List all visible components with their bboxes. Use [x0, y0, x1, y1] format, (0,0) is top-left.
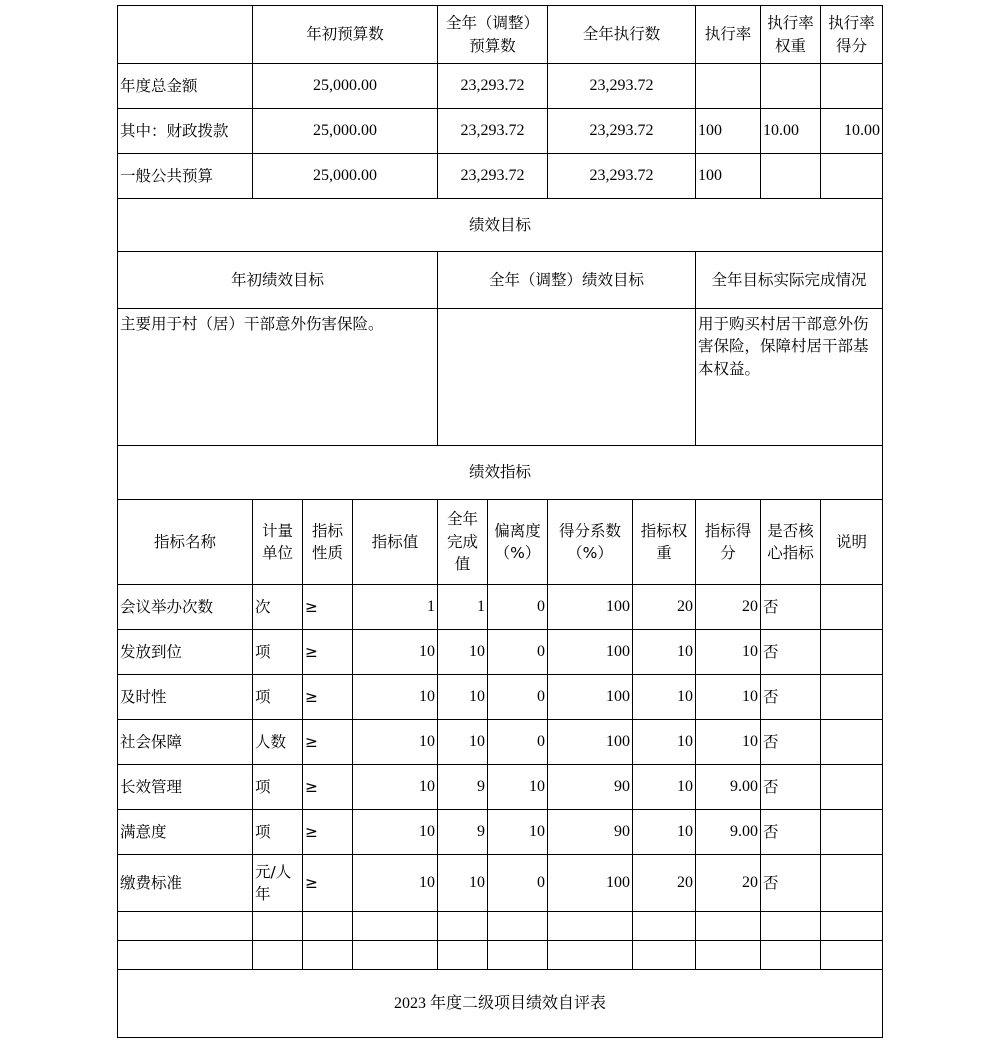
indicator-coefficient: 90 [548, 810, 633, 855]
indicator-coefficient: 100 [548, 720, 633, 765]
goals-section-row [118, 199, 883, 252]
indicator-actual: 10 [438, 630, 488, 675]
indicator-name: 会议举办次数 [118, 585, 253, 630]
budget-row [118, 109, 883, 154]
indicator-actual: 9 [438, 810, 488, 855]
adjusted-goal-text [438, 309, 696, 446]
budget-row [118, 64, 883, 109]
indicator-header-nature: 指标性质 [303, 500, 353, 585]
evaluation-table [117, 5, 883, 1038]
empty-cell [548, 941, 633, 970]
indicator-core: 否 [761, 810, 821, 855]
indicator-coefficient: 100 [548, 675, 633, 720]
budget-rate-value: 100 [696, 154, 761, 199]
budget-weight-value [761, 64, 821, 109]
indicator-core: 否 [761, 765, 821, 810]
budget-rate-value: 100 [696, 109, 761, 154]
indicator-note [821, 855, 883, 912]
indicator-row [118, 765, 883, 810]
indicator-actual: 1 [438, 585, 488, 630]
indicator-row [118, 810, 883, 855]
goals-header-actual: 全年目标实际完成情况 [696, 252, 883, 309]
indicator-header-actual: 全年完成值 [438, 500, 488, 585]
indicator-deviation: 0 [488, 855, 548, 912]
empty-cell [253, 941, 303, 970]
budget-header-initial: 年初预算数 [253, 6, 438, 64]
indicator-target: 1 [353, 585, 438, 630]
indicator-score: 9.00 [696, 765, 761, 810]
indicator-weight: 20 [633, 855, 696, 912]
budget-score-value: 10.00 [821, 109, 883, 154]
indicator-header-coefficient: 得分系数（%） [548, 500, 633, 585]
indicator-score: 10 [696, 630, 761, 675]
indicator-row [118, 720, 883, 765]
indicator-weight: 10 [633, 675, 696, 720]
budget-adjusted-value: 23,293.72 [438, 109, 548, 154]
empty-cell [488, 941, 548, 970]
indicators-section-title: 绩效指标 [118, 446, 883, 500]
indicator-note [821, 765, 883, 810]
indicator-target: 10 [353, 630, 438, 675]
indicator-target: 10 [353, 675, 438, 720]
indicator-actual: 9 [438, 765, 488, 810]
budget-row-label: 其中：财政拨款 [118, 109, 253, 154]
empty-cell [821, 912, 883, 941]
indicator-header-core: 是否核心指标 [761, 500, 821, 585]
indicator-unit: 项 [253, 630, 303, 675]
goals-header-row [118, 252, 883, 309]
indicator-unit: 项 [253, 765, 303, 810]
indicator-nature: ≥ [303, 675, 353, 720]
budget-score-value [821, 154, 883, 199]
goals-header-adjusted: 全年（调整）绩效目标 [438, 252, 696, 309]
indicator-score: 20 [696, 585, 761, 630]
indicator-unit: 项 [253, 675, 303, 720]
indicator-actual: 10 [438, 720, 488, 765]
budget-header-weight: 执行率权重 [761, 6, 821, 64]
indicator-name: 社会保障 [118, 720, 253, 765]
empty-cell [548, 912, 633, 941]
indicator-target: 10 [353, 810, 438, 855]
indicator-unit: 次 [253, 585, 303, 630]
table-caption: 2023 年度二级项目绩效自评表 [118, 970, 883, 1038]
indicator-score: 20 [696, 855, 761, 912]
budget-row [118, 154, 883, 199]
indicator-nature: ≥ [303, 720, 353, 765]
budget-weight-value [761, 154, 821, 199]
empty-cell [353, 941, 438, 970]
indicator-row [118, 855, 883, 912]
empty-row [118, 912, 883, 941]
indicator-core: 否 [761, 585, 821, 630]
indicator-deviation: 0 [488, 675, 548, 720]
empty-cell [303, 941, 353, 970]
indicator-actual: 10 [438, 675, 488, 720]
budget-header-rate: 执行率 [696, 6, 761, 64]
budget-header-adjusted: 全年（调整）预算数 [438, 6, 548, 64]
indicator-deviation: 0 [488, 720, 548, 765]
indicator-weight: 10 [633, 765, 696, 810]
indicator-nature: ≥ [303, 810, 353, 855]
indicator-header-unit: 计量单位 [253, 500, 303, 585]
indicator-note [821, 720, 883, 765]
indicator-nature: ≥ [303, 765, 353, 810]
empty-cell [438, 941, 488, 970]
budget-corner-cell [118, 6, 253, 64]
indicator-name: 满意度 [118, 810, 253, 855]
indicator-name: 长效管理 [118, 765, 253, 810]
indicator-unit: 人数 [253, 720, 303, 765]
empty-cell [696, 941, 761, 970]
indicator-row [118, 630, 883, 675]
budget-row-label: 一般公共预算 [118, 154, 253, 199]
budget-weight-value: 10.00 [761, 109, 821, 154]
indicator-deviation: 10 [488, 810, 548, 855]
initial-goal-text: 主要用于村（居）干部意外伤害保险。 [118, 309, 438, 446]
budget-initial-value: 25,000.00 [253, 109, 438, 154]
indicator-weight: 10 [633, 810, 696, 855]
empty-cell [353, 912, 438, 941]
empty-cell [118, 912, 253, 941]
budget-score-value [821, 64, 883, 109]
budget-adjusted-value: 23,293.72 [438, 64, 548, 109]
indicators-header-row [118, 500, 883, 585]
budget-initial-value: 25,000.00 [253, 154, 438, 199]
indicator-row [118, 585, 883, 630]
indicator-name: 发放到位 [118, 630, 253, 675]
empty-cell [633, 912, 696, 941]
budget-row-label: 年度总金额 [118, 64, 253, 109]
indicator-name: 及时性 [118, 675, 253, 720]
budget-header-score: 执行率得分 [821, 6, 883, 64]
indicator-nature: ≥ [303, 585, 353, 630]
budget-initial-value: 25,000.00 [253, 64, 438, 109]
budget-executed-value: 23,293.72 [548, 64, 696, 109]
actual-completion-text: 用于购买村居干部意外伤害保险，保障村居干部基本权益。 [696, 309, 883, 446]
indicator-nature: ≥ [303, 630, 353, 675]
indicator-core: 否 [761, 720, 821, 765]
budget-header-row [118, 6, 883, 64]
empty-cell [761, 912, 821, 941]
empty-cell [821, 941, 883, 970]
budget-executed-value: 23,293.72 [548, 109, 696, 154]
budget-header-executed: 全年执行数 [548, 6, 696, 64]
budget-adjusted-value: 23,293.72 [438, 154, 548, 199]
indicator-header-weight: 指标权重 [633, 500, 696, 585]
goals-content-row [118, 309, 883, 446]
indicators-section-row [118, 446, 883, 500]
indicator-note [821, 630, 883, 675]
empty-cell [118, 941, 253, 970]
caption-row [118, 970, 883, 1038]
indicator-unit: 元/人年 [253, 855, 303, 912]
indicator-score: 9.00 [696, 810, 761, 855]
indicator-target: 10 [353, 720, 438, 765]
empty-cell [303, 912, 353, 941]
indicator-note [821, 810, 883, 855]
empty-cell [761, 941, 821, 970]
indicator-core: 否 [761, 855, 821, 912]
empty-cell [696, 912, 761, 941]
indicator-header-target: 指标值 [353, 500, 438, 585]
indicator-note [821, 585, 883, 630]
indicator-core: 否 [761, 630, 821, 675]
indicator-weight: 20 [633, 585, 696, 630]
indicator-target: 10 [353, 765, 438, 810]
indicator-coefficient: 100 [548, 630, 633, 675]
indicator-actual: 10 [438, 855, 488, 912]
indicator-row [118, 675, 883, 720]
indicator-deviation: 0 [488, 585, 548, 630]
indicator-header-note: 说明 [821, 500, 883, 585]
indicator-score: 10 [696, 720, 761, 765]
indicator-header-name: 指标名称 [118, 500, 253, 585]
indicator-coefficient: 90 [548, 765, 633, 810]
indicator-unit: 项 [253, 810, 303, 855]
indicator-target: 10 [353, 855, 438, 912]
empty-row [118, 941, 883, 970]
indicator-coefficient: 100 [548, 855, 633, 912]
indicator-score: 10 [696, 675, 761, 720]
budget-executed-value: 23,293.72 [548, 154, 696, 199]
indicator-deviation: 10 [488, 765, 548, 810]
empty-cell [253, 912, 303, 941]
budget-rate-value [696, 64, 761, 109]
indicator-core: 否 [761, 675, 821, 720]
goals-header-initial: 年初绩效目标 [118, 252, 438, 309]
indicator-header-score: 指标得分 [696, 500, 761, 585]
indicator-note [821, 675, 883, 720]
indicator-header-deviation: 偏离度（%） [488, 500, 548, 585]
goals-section-title: 绩效目标 [118, 199, 883, 252]
empty-cell [633, 941, 696, 970]
empty-cell [488, 912, 548, 941]
indicator-weight: 10 [633, 630, 696, 675]
indicator-name: 缴费标准 [118, 855, 253, 912]
indicator-deviation: 0 [488, 630, 548, 675]
performance-evaluation-sheet [117, 5, 882, 1038]
indicator-nature: ≥ [303, 855, 353, 912]
indicator-weight: 10 [633, 720, 696, 765]
empty-cell [438, 912, 488, 941]
indicator-coefficient: 100 [548, 585, 633, 630]
